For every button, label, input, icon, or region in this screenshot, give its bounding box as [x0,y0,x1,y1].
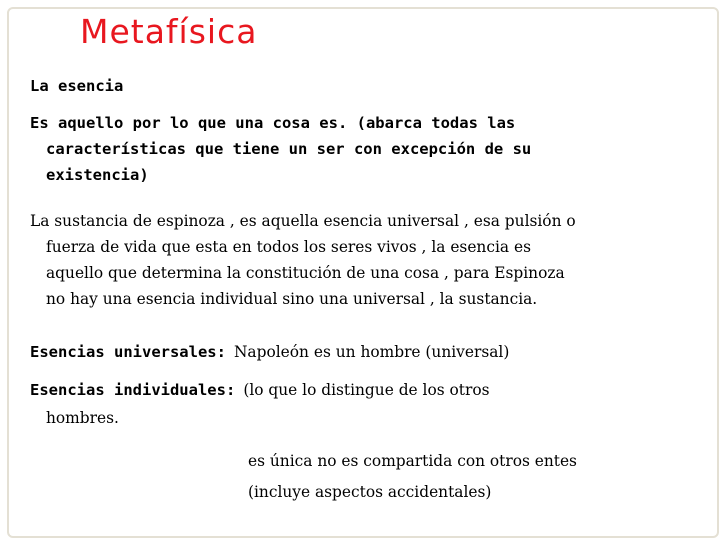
definition-line: características que tiene un ser con excepción de su [46,140,532,158]
heading-la-esencia: La esencia [30,77,124,95]
spinoza-paragraph [30,208,576,312]
individual-essences-label: Esencias individuales: [30,381,236,399]
universal-essences-text: Napoleón es un hombre (universal) [233,343,510,361]
definition-line: existencia) [46,166,149,184]
paragraph-line: La sustancia de espinoza , es aquella esencia universal , esa pulsión o [30,212,576,230]
definition-block [30,110,531,188]
individual-essences-row [30,381,490,400]
individual-essences-text: (lo que lo distingue de los otros [243,381,490,399]
paragraph-line: no hay una esencia individual sino una universal , la sustancia. [46,290,538,308]
paragraph-line: fuerza de vida que esta en todos los seres vivos , la esencia es [46,238,531,256]
individual-essences-continuation: hombres. [46,409,119,427]
remark-accidental: (incluye aspectos accidentales) [248,483,492,501]
paragraph-line: aquello que determina la constitución de una cosa , para Espinoza [46,264,565,282]
universal-essences-label: Esencias universales: [30,343,226,361]
slide-title: Metafísica [80,12,258,51]
universal-essences-row [30,343,509,362]
definition-line: Es aquello por lo que una cosa es. (abarca todas las [30,114,516,132]
remark-unique: es única no es compartida con otros entes [248,452,577,470]
